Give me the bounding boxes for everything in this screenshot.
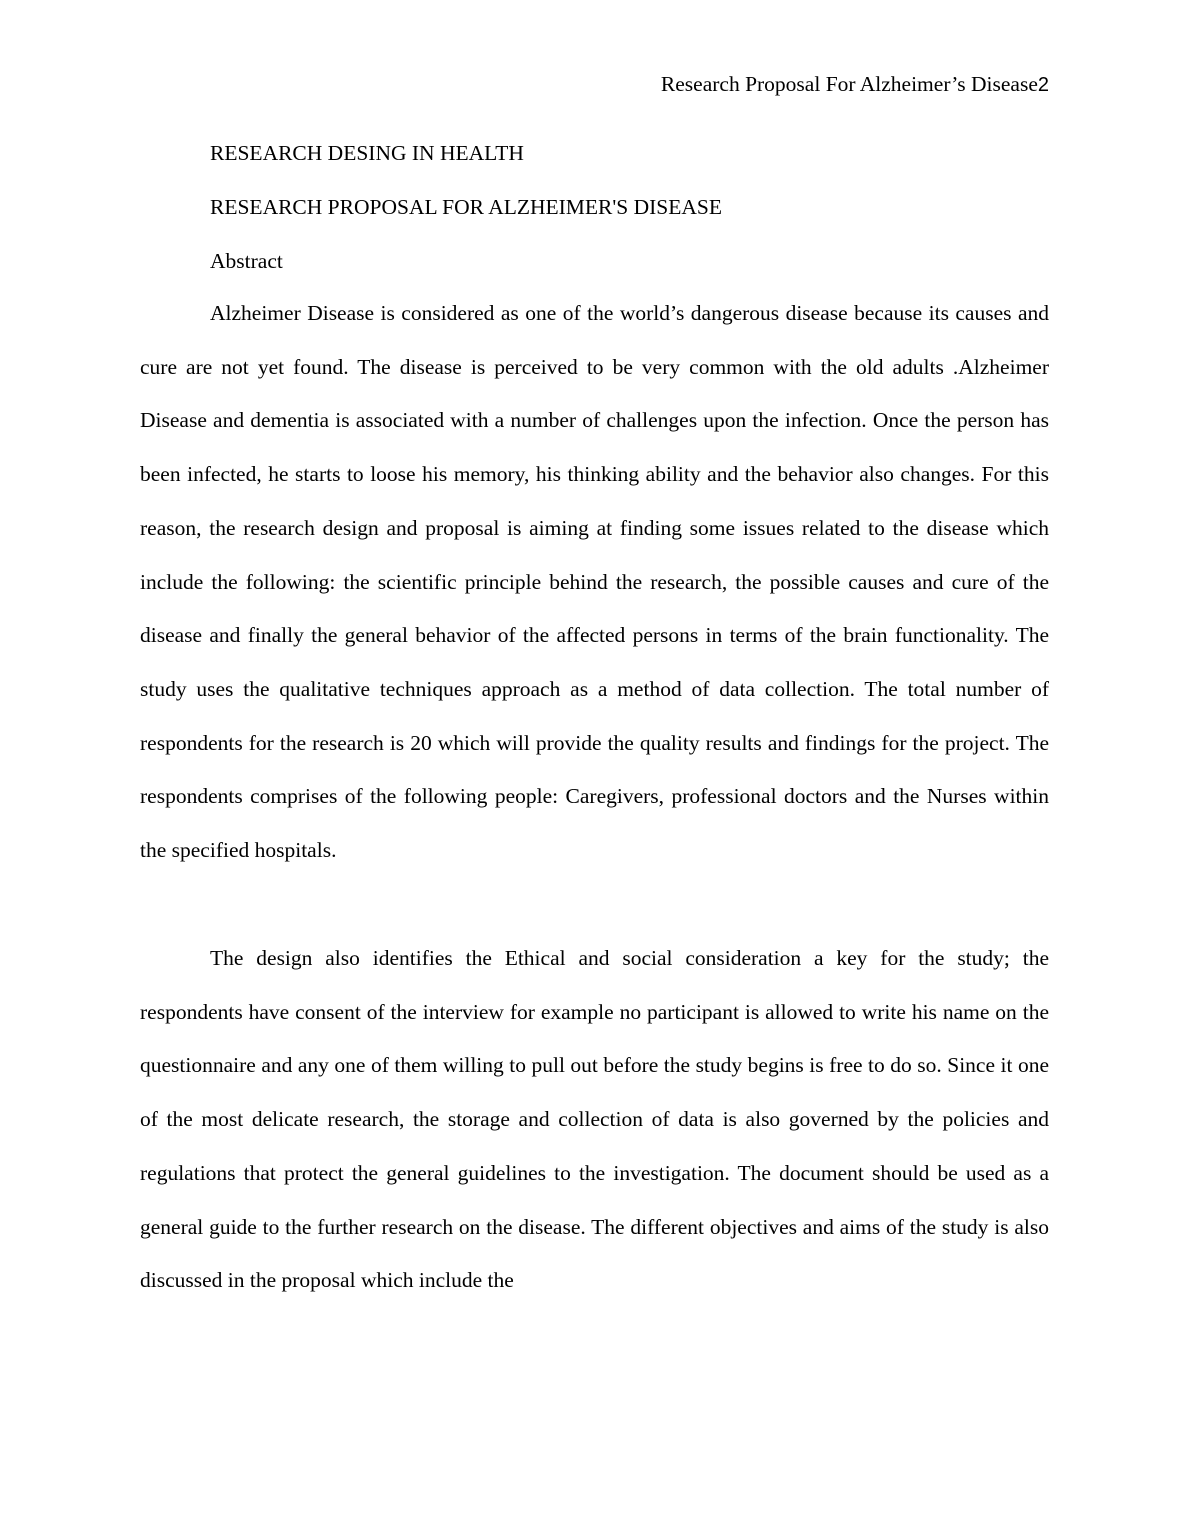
abstract-paragraph-2: The design also identifies the Ethical and social consideration a key for the study; the respondents have consent of the interview for example no participant is allowed to write his name on the questionnaire and any one of them willing to pull out before the study begins is free to do so. Since it one of the most delicate research, the storage and collection of data is also governed by the policies and regulations that protect the general guidelines to the investigation. The document should be used as a general guide to the further research on the disease. The different objectives and aims of the study is also discussed in the proposal which include the: [140, 946, 1049, 1293]
running-head: [661, 70, 1049, 99]
page-number: 2: [1037, 74, 1049, 96]
abstract-paragraph-1: Alzheimer Disease is considered as one of the world’s dangerous disease because its causes and cure are not yet found. The disease is perceived to be very common with the old adults .Alzheimer Disease and dementia is associated with a number of challenges upon the infection. Once the person has been infected, he starts to loose his memory, his thinking ability and the behavior also changes. For this reason, the research design and proposal is aiming at finding some issues related to the disease which include the following: the scientific principle behind the research, the possible causes and cure of the disease and finally the general behavior of the affected persons in terms of the brain functionality. The study uses the qualitative techniques approach as a method of data collection. The total number of respondents for the research is 20 which will provide the quality results and findings for the project. The respondents comprises of the following people: Caregivers, professional doctors and the Nurses within the specified hospitals.: [140, 301, 1049, 863]
proposal-title: RESEARCH PROPOSAL FOR ALZHEIMER'S DISEASE: [210, 195, 722, 219]
running-title: Research Proposal For Alzheimer’s Disease: [660, 72, 1038, 96]
abstract-heading: Abstract: [210, 249, 283, 273]
course-title: RESEARCH DESING IN HEALTH: [210, 141, 524, 165]
